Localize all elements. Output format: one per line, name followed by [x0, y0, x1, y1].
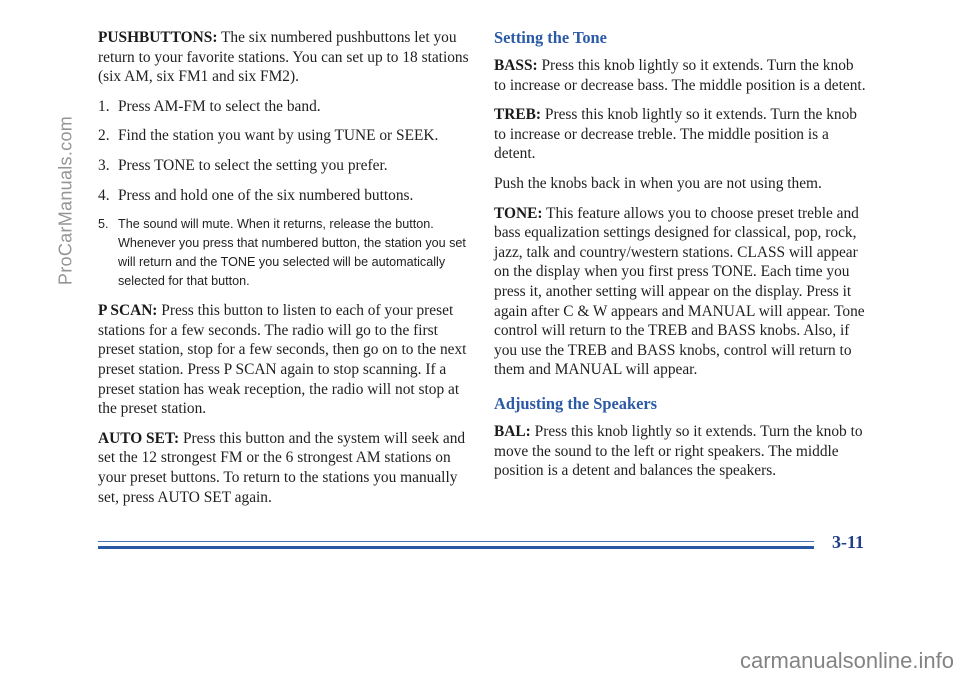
pushbuttons-term: PUSHBUTTONS:	[98, 29, 218, 46]
autoset-text: Press this button and the system will seek and set the 12 strongest FM or the 6 strongest AM stations on your preset buttons. To return to the stations you manually set, press AUTO SET again.	[98, 429, 466, 506]
pscan-paragraph	[98, 301, 470, 419]
treb-paragraph	[494, 105, 868, 164]
step-5	[98, 215, 470, 291]
step-4	[98, 186, 470, 206]
step-number: 2.	[98, 127, 110, 145]
autoset-paragraph	[98, 429, 470, 507]
bass-term: BASS:	[494, 57, 538, 74]
page-number: 3-11	[831, 532, 864, 552]
bal-text: Press this knob lightly so it extends. Turn the knob to move the sound to the left or right speakers. The middle position is a detent and balances the speakers.	[494, 422, 863, 480]
step-text: Press TONE to select the setting you prefer.	[118, 156, 388, 174]
tone-term: TONE:	[494, 204, 543, 222]
pscan-text: Press this button to listen to each of your preset stations for a few seconds. The radio will go to the first preset station, stop for a few seconds, then go on to the next preset station. Press P SCAN again to stop scanning. If a preset station has weak reception, the radio will not stop at the preset station.	[98, 302, 467, 418]
preset-steps-list	[98, 97, 470, 291]
step-number: 4.	[98, 186, 110, 204]
footer-url-watermark: carmanualsonline.info	[739, 648, 954, 673]
side-watermark: ProCarManuals.com	[55, 115, 76, 286]
step-1	[98, 97, 470, 117]
step-text: The sound will mute. When it returns, release the button. Whenever you press that numbered button, the station you set will return and the TONE you selected will be automatically selected for that button.	[118, 217, 466, 289]
pushbuttons-text: The six numbered pushbuttons let you return to your favorite stations. You can set up to 18 stations (six AM, six FM1 and six FM2).	[98, 29, 469, 86]
step-number: 1.	[98, 97, 110, 115]
footer-rule-thin	[98, 541, 814, 542]
tone-section-heading: Setting the Tone	[494, 28, 607, 47]
footer-rule-thick	[98, 546, 814, 549]
left-column	[98, 28, 470, 517]
push-back-paragraph: Push the knobs back in when you are not using them.	[494, 174, 822, 192]
bal-paragraph	[494, 422, 868, 481]
step-text: Find the station you want by using TUNE or SEEK.	[118, 127, 439, 145]
bal-term: BAL:	[494, 422, 531, 440]
treb-text: Press this knob lightly so it extends. Turn the knob to increase or decrease treble. The middle position is a detent.	[494, 106, 858, 163]
pushbuttons-paragraph	[98, 28, 470, 87]
step-3	[98, 156, 470, 176]
pscan-term: P SCAN:	[98, 302, 158, 320]
treb-term: TREB:	[494, 106, 542, 124]
right-column	[494, 28, 868, 491]
step-text: Press and hold one of the six numbered buttons.	[118, 186, 414, 204]
step-number: 3.	[98, 156, 110, 174]
step-2	[98, 126, 470, 146]
step-number: 5.	[98, 217, 109, 232]
tone-text: This feature allows you to choose preset treble and bass equalization settings designed for classical, pop, rock, jazz, talk and country/western stations. CLASS will appear on the display when you first press TONE. Each time you press it, another setting will appear on the display. Press it again after C & W appears and MANUAL will appear. Tone control will return to the TREB and BASS knobs. Also, if you use the TREB and BASS knobs, control will return to them and MANUAL will appear.	[494, 204, 865, 379]
bass-text: Press this knob lightly so it extends. Turn the knob to increase or decrease bass. The middle position is a detent.	[494, 57, 866, 94]
autoset-term: AUTO SET:	[98, 429, 180, 447]
tone-paragraph	[494, 204, 868, 380]
bass-paragraph	[494, 56, 868, 95]
step-text: Press AM-FM to select the band.	[118, 97, 321, 115]
speakers-section-heading: Adjusting the Speakers	[494, 393, 658, 413]
